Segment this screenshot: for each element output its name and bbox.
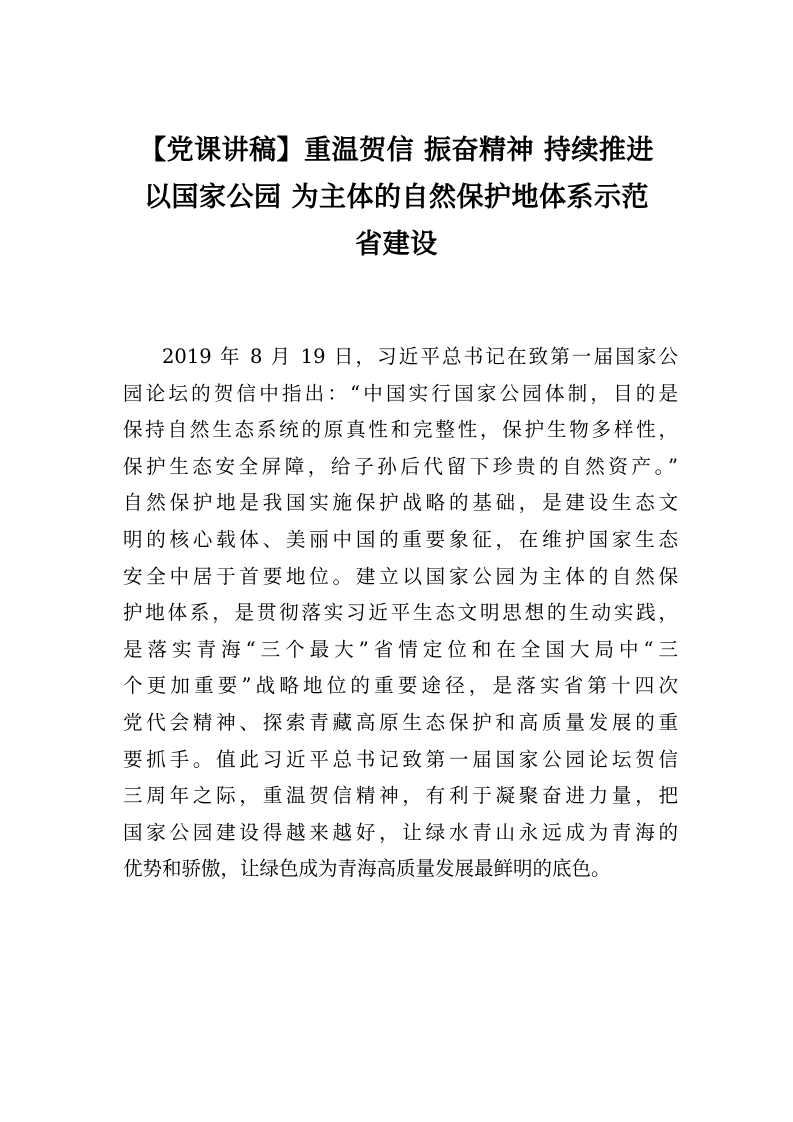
body-line: 2019 年 8 月 19 日，习近平总书记在致第一届国家公 [162,345,678,368]
body-line: 园论坛的贺信中指出：“中国实行国家公园体制，目的是 [123,381,678,405]
body-line: 明的核心载体、美丽中国的重要象征，在维护国家生态 [123,527,678,551]
title-line: 省建设 [355,229,438,260]
body-line: 安全中居于首要地位。建立以国家公园为主体的自然保 [123,564,678,588]
title-line: 以国家公园 为主体的自然保护地体系示范 [144,182,649,213]
body-line: 要抓手。值此习近平总书记致第一届国家公园论坛贺信 [123,747,678,771]
body-line: 三周年之际，重温贺信精神，有利于凝聚奋进力量，把 [123,784,678,808]
body-paragraph [123,339,678,888]
body-line: 国家公园建设得越来越好，让绿水青山永远成为青海的 [123,820,678,844]
body-line: 保护生态安全屏障，给子孙后代留下珍贵的自然资产。” [123,454,678,478]
body-line: 个更加重要”战略地位的重要途径，是落实省第十四次 [123,674,678,698]
body-line: 护地体系，是贯彻落实习近平生态文明思想的生动实践， [123,601,678,625]
body-line: 是落实青海“三个最大”省情定位和在全国大局中“三 [123,637,678,661]
document-title [110,127,683,268]
body-line: 党代会精神、探索青藏高原生态保护和高质量发展的重 [123,710,678,734]
body-line: 自然保护地是我国实施保护战略的基础，是建设生态文 [123,491,678,515]
title-line: 【党课讲稿】重温贺信 振奋精神 持续推进 [139,135,654,166]
body-line: 优势和骄傲，让绿色成为青海高质量发展最鲜明的底色。 [123,857,611,881]
body-line: 保持自然生态系统的原真性和完整性，保护生物多样性， [123,418,678,442]
